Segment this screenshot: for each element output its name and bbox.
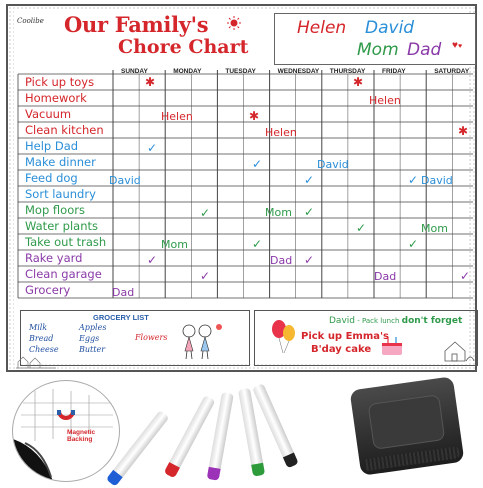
check-icon: ✓ <box>147 253 158 267</box>
entry-dad[interactable]: Dad <box>270 254 293 267</box>
day-header-tuesday: TUESDAY <box>225 68 256 75</box>
star-icon: ✱ <box>458 124 469 138</box>
chore-chart-board <box>6 4 477 372</box>
day-header-sunday: SUNDAY <box>121 68 148 75</box>
chore-label[interactable]: Mop floors <box>25 203 85 217</box>
eraser-felt <box>363 446 460 471</box>
chore-label[interactable]: Water plants <box>25 219 98 233</box>
entry-mom[interactable]: Mom <box>265 206 292 219</box>
day-header-saturday: SATURDAY <box>434 68 470 75</box>
check-icon: ✓ <box>356 221 367 235</box>
check-icon: ✓ <box>304 173 315 187</box>
chore-label[interactable]: Grocery <box>25 283 71 297</box>
board-surface <box>14 10 469 364</box>
kids-illustration-icon <box>171 321 226 363</box>
brand-logo: Coolibe <box>17 17 44 25</box>
grocery-item: Butter <box>79 345 106 354</box>
chore-label[interactable]: Take out trash <box>25 235 107 249</box>
entry-david[interactable]: David <box>421 174 453 187</box>
check-icon: ✓ <box>408 173 419 187</box>
day-header-wednesday: WEDNESDAY <box>277 68 320 75</box>
day-header-monday: MONDAY <box>173 68 202 75</box>
notes-panel[interactable] <box>254 310 478 366</box>
house-icon <box>441 339 475 363</box>
check-icon: ✓ <box>200 269 211 283</box>
entry-david[interactable]: David <box>317 158 349 171</box>
chore-label[interactable]: Clean kitchen <box>25 123 104 137</box>
cake-icon <box>379 333 405 357</box>
entry-mom[interactable]: Mom <box>161 238 188 251</box>
check-icon: ✓ <box>460 269 471 283</box>
note-text: - Pack lunch <box>355 317 402 325</box>
marker-red <box>164 395 216 478</box>
chore-label[interactable]: Clean garage <box>25 267 102 281</box>
grocery-item: Milk <box>29 323 48 332</box>
chore-label[interactable]: Feed dog <box>25 171 78 185</box>
magnetic-eraser <box>350 376 465 476</box>
entry-dad[interactable]: Dad <box>374 270 397 283</box>
chore-label[interactable]: Sort laundry <box>25 187 96 201</box>
check-icon: ✓ <box>200 206 211 220</box>
name-mom: Mom <box>357 40 399 60</box>
grocery-title: GROCERY LIST <box>93 313 149 322</box>
note-line2: Pick up Emma's <box>301 331 390 342</box>
magnet-label: Magnetic Backing <box>67 429 96 443</box>
grocery-item: Cheese <box>29 345 59 354</box>
chore-label[interactable]: Homework <box>25 91 87 105</box>
note-line3: B'day cake <box>311 344 372 355</box>
flowers-note: Flowers <box>135 333 168 342</box>
note-name: David <box>329 316 355 326</box>
name-helen: Helen <box>297 18 347 38</box>
day-header-friday: FRIDAY <box>382 68 406 75</box>
magnetic-backing-sample <box>12 380 120 482</box>
entry-helen[interactable]: Helen <box>265 126 297 139</box>
check-icon: ✓ <box>408 237 419 251</box>
chore-label[interactable]: Make dinner <box>25 155 96 169</box>
check-icon: ✓ <box>252 237 263 251</box>
grocery-item: Bread <box>29 334 54 343</box>
grocery-item: Eggs <box>79 334 100 343</box>
chore-label[interactable]: Vacuum <box>25 107 72 121</box>
star-icon: ✱ <box>145 75 156 89</box>
name-david: David <box>365 18 415 38</box>
chore-label[interactable]: Rake yard <box>25 251 83 265</box>
entry-mom[interactable]: Mom <box>421 222 448 235</box>
entry-helen[interactable]: Helen <box>161 110 193 123</box>
check-icon: ✓ <box>252 157 263 171</box>
grocery-item: Apples <box>79 323 107 332</box>
check-icon: ✓ <box>304 205 315 219</box>
note-emphasis: don't forget <box>401 316 463 326</box>
entry-david[interactable]: David <box>109 174 141 187</box>
entry-dad[interactable]: Dad <box>112 286 135 299</box>
note-line1 <box>329 316 462 326</box>
chart-title-line1: Our Family's <box>64 12 209 37</box>
check-icon: ✓ <box>147 141 158 155</box>
eraser-top <box>368 394 446 450</box>
star-icon: ✱ <box>353 75 364 89</box>
name-dad: Dad <box>407 40 442 60</box>
chart-title-line2: Chore Chart <box>118 36 249 58</box>
chore-label[interactable]: Pick up toys <box>25 75 95 89</box>
houses-decoration-icon <box>16 355 56 369</box>
hearts-icon: ♥♥ <box>452 40 463 51</box>
check-icon: ✓ <box>304 253 315 267</box>
entry-helen[interactable]: Helen <box>369 94 401 107</box>
star-icon: ✱ <box>249 109 260 123</box>
chore-label[interactable]: Help Dad <box>25 139 79 153</box>
balloons-icon <box>269 319 299 355</box>
day-header-thursday: THURSDAY <box>329 68 366 75</box>
